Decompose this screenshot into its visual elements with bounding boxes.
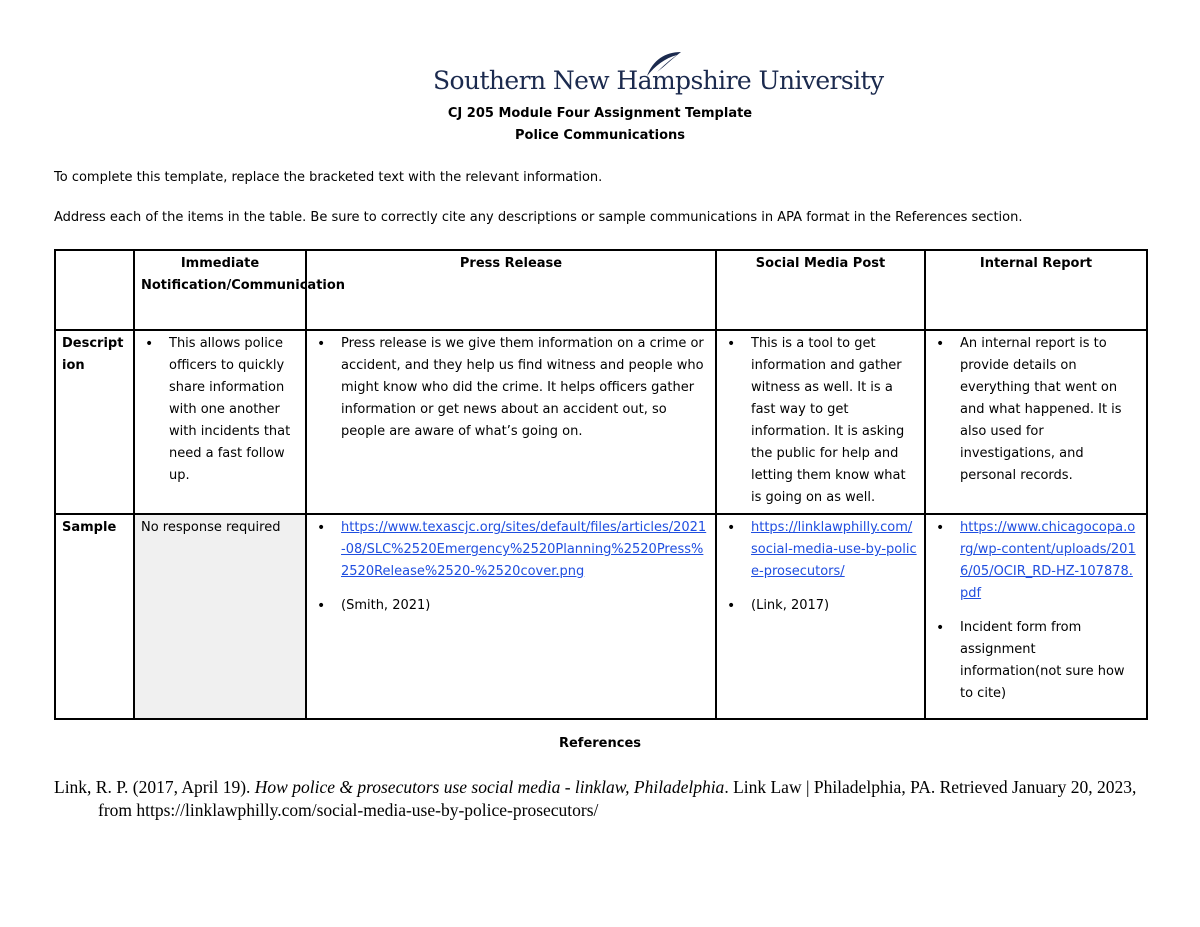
reference-title: How police & prosecutors use social media - linklaw, Philadelphia xyxy=(254,777,725,797)
reference-source: . Link Law | Philadelphia, PA. Retrieved January 20, 2023, from https://linklawphilly.com/social-media-use-by-police-prosecutors/ xyxy=(98,777,1137,820)
list-item: • Press release is we give them information on a crime or accident, and they help us find witness and people who might know who did the crime. It helps officers gather information or get news about an accident out, so people are aware of what’s going on. xyxy=(313,333,709,443)
list-item: • This allows police officers to quickly share information with one another with incidents that need a fast follow up. xyxy=(141,333,299,487)
communications-table xyxy=(54,249,1148,720)
list-item: • (Link, 2017) xyxy=(723,595,918,617)
table-cell xyxy=(716,514,925,719)
list-item: • This is a tool to get information and gather witness as well. It is a fast way to get information. It is asking the public for help and letting them know what is going on as well. xyxy=(723,333,918,509)
list-item xyxy=(723,517,918,583)
table-row xyxy=(55,330,1147,514)
press-release-link[interactable]: https://www.texascjc.org/sites/default/files/articles/2021-08/SLC%2520Emergency%2520Planning%2520Press%2520Release%2520-%2520cover.png xyxy=(341,520,707,579)
reference-entry xyxy=(54,776,1149,822)
reference-author-date: Link, R. P. (2017, April 19). xyxy=(54,777,255,797)
university-logo xyxy=(433,50,884,108)
instruction-text: To complete this template, replace the bracketed text with the relevant information. xyxy=(54,170,603,185)
references-heading: References xyxy=(558,736,642,751)
list-item: • An internal report is to provide details on everything that went on and what happened. It is also used for investigations, and personal records. xyxy=(932,333,1140,487)
instruction-text: Address each of the items in the table. Be sure to correctly cite any descriptions or sample communications in APA format in the References section. xyxy=(54,210,1023,225)
social-media-link[interactable]: https://linklawphilly.com/social-media-use-by-police-prosecutors/ xyxy=(751,520,917,579)
list-item: • (Smith, 2021) xyxy=(313,595,709,617)
table-header-row xyxy=(55,250,1147,330)
table-cell: No response required xyxy=(134,514,306,719)
table-header-blank xyxy=(55,250,134,330)
table-header: Social Media Post xyxy=(716,250,925,330)
table-cell xyxy=(306,330,716,514)
internal-report-link[interactable]: https://www.chicagocopa.org/wp-content/uploads/2016/05/OCIR_RD-HZ-107878.pdf xyxy=(960,520,1136,601)
table-header: Immediate Notification/Communication xyxy=(134,250,306,330)
table-cell xyxy=(925,514,1147,719)
university-logo-text: Southern New Hampshire University xyxy=(433,66,884,95)
list-item xyxy=(932,517,1140,605)
row-label: Sample xyxy=(55,514,134,719)
list-item: • Incident form from assignment information(not sure how to cite) xyxy=(932,617,1140,705)
page-subtitle: Police Communications xyxy=(514,128,686,143)
page-title: CJ 205 Module Four Assignment Template xyxy=(447,106,753,121)
table-cell xyxy=(925,330,1147,514)
row-label: Description xyxy=(55,330,134,514)
table-header: Internal Report xyxy=(925,250,1147,330)
list-item xyxy=(313,517,709,583)
table-cell xyxy=(716,330,925,514)
table-row xyxy=(55,514,1147,719)
table-header: Press Release xyxy=(306,250,716,330)
table-cell xyxy=(306,514,716,719)
leaf-icon xyxy=(643,50,683,80)
table-cell xyxy=(134,330,306,514)
